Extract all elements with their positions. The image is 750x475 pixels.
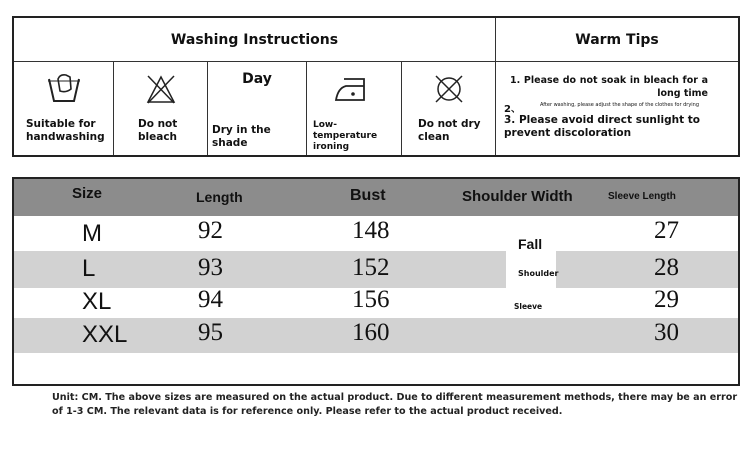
care-item-no-dry-clean — [402, 62, 496, 155]
care-label: Dry in the shade — [212, 124, 271, 149]
low-iron-icon — [307, 72, 401, 106]
cell-size: L — [82, 255, 96, 282]
cell-sleeve: 30 — [654, 319, 679, 346]
table-row — [14, 318, 738, 353]
care-label: Do not bleach — [138, 118, 178, 143]
cell-length: 92 — [198, 217, 223, 244]
cell-sleeve: 28 — [654, 254, 679, 281]
hand-wash-icon — [14, 72, 113, 106]
header-size: Size — [72, 185, 103, 202]
cell-sleeve: 27 — [654, 217, 679, 244]
no-dry-clean-icon — [402, 72, 495, 106]
cell-bust: 160 — [352, 319, 390, 346]
overlay-fall: Fall — [518, 236, 543, 252]
overlay-labels — [506, 227, 559, 311]
care-label: Do not dry clean — [418, 118, 481, 143]
table-row — [14, 216, 738, 251]
cell-size: XXL — [82, 321, 128, 348]
cell-size: XL — [82, 288, 112, 315]
care-item-hand-wash — [14, 62, 114, 155]
washing-instructions-title: Washing Instructions — [14, 18, 496, 62]
tip-3: 3. Please avoid direct sunlight to prevent discoloration — [504, 114, 701, 139]
warm-tips-list — [496, 62, 738, 155]
no-bleach-icon — [114, 72, 207, 106]
cell-bust: 152 — [352, 254, 390, 281]
header-bust: Bust — [350, 187, 386, 204]
care-item-low-iron — [307, 62, 402, 155]
size-chart — [12, 177, 740, 386]
table-row — [14, 251, 738, 288]
cell-bust: 156 — [352, 286, 390, 313]
size-header-row — [14, 179, 738, 216]
care-instructions-table — [12, 16, 740, 157]
header-length: Length — [196, 189, 243, 205]
cell-bust: 148 — [352, 217, 390, 244]
tip-1: 1. Please do not soak in bleach for a long time — [510, 75, 708, 99]
header-sleeve-length: Sleeve Length — [608, 191, 676, 202]
measurement-note: Unit: CM. The above sizes are measured on the actual product. Due to different measurement methods, there may be an error of 1-3 CM. The relevant data is for reference only. Please refer to the actual product received. — [52, 392, 738, 417]
care-label: Low-temperature ironing — [313, 120, 378, 152]
tip-2-number: 2、 — [504, 104, 521, 115]
cell-length: 93 — [198, 254, 223, 281]
cell-length: 95 — [198, 319, 223, 346]
cell-length: 94 — [198, 286, 223, 313]
day-text: Day — [242, 71, 272, 87]
header-shoulder-width: Shoulder Width — [462, 188, 573, 205]
care-item-no-bleach — [114, 62, 208, 155]
tip-2: After washing, please adjust the shape of the clothes for drying — [540, 102, 700, 108]
care-item-shade-dry — [208, 62, 307, 155]
table-row — [14, 288, 738, 318]
warm-tips-title: Warm Tips — [496, 18, 738, 62]
cell-size: M — [82, 220, 102, 247]
cell-sleeve: 29 — [654, 286, 679, 313]
overlay-shoulder: Shoulder — [518, 269, 559, 278]
care-label: Suitable for handwashing — [26, 118, 105, 143]
overlay-sleeve: Sleeve — [514, 302, 543, 311]
